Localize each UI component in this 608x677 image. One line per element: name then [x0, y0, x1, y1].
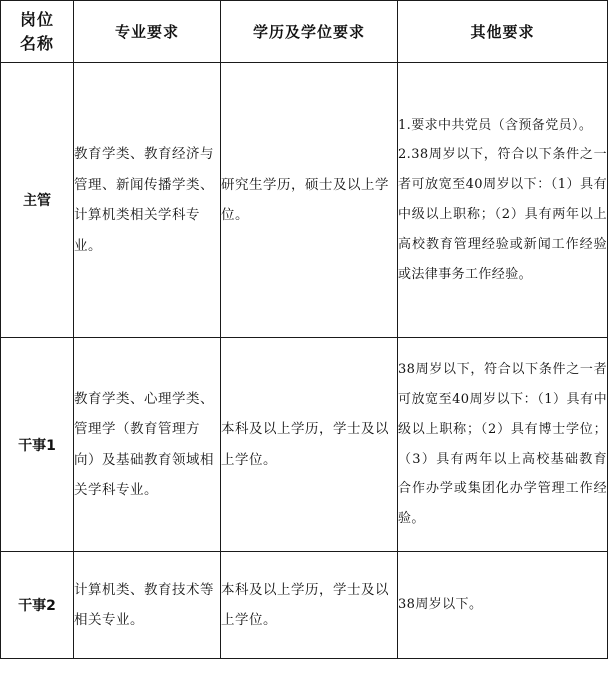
degree-requirement: 本科及以上学历，学士及以上学位。: [221, 338, 398, 552]
position-name: 干事1: [1, 338, 74, 552]
position-name: 干事2: [1, 552, 74, 659]
table-row: [1, 63, 608, 338]
table-row: [1, 338, 608, 552]
other-requirement-line: 38周岁以下，符合以下条件之一者可放宽至40周岁以下：（1）具有中级以上职称；（2）具有博士学位；（3）具有两年以上高校基础教育合作办学或集团化办学管理工作经验。: [398, 362, 607, 527]
degree-requirement: 本科及以上学历，学士及以上学位。: [221, 552, 398, 659]
other-requirement: [398, 552, 608, 659]
other-requirement-line: 1.要求中共党员（含预备党员）。: [398, 117, 593, 133]
degree-requirement: 研究生学历，硕士及以上学位。: [221, 63, 398, 338]
major-requirement: 计算机类、教育技术等相关专业。: [74, 552, 221, 659]
other-requirement-line: 38周岁以下。: [398, 597, 483, 613]
table-row: [1, 552, 608, 659]
other-requirement: [398, 338, 608, 552]
header-row: [1, 1, 608, 63]
header-other: 其他要求: [398, 1, 608, 63]
major-requirement: 教育学类、心理学类、管理学（教育管理方向）及基础教育领域相关学科专业。: [74, 338, 221, 552]
major-requirement: 教育学类、教育经济与管理、新闻传播学类、计算机类相关学科专业。: [74, 63, 221, 338]
other-requirement: [398, 63, 608, 338]
other-requirement-line: 2.38周岁以下，符合以下条件之一者可放宽至40周岁以下：（1）具有中级以上职称；（2）具有两年以上高校教育管理经验或新闻工作经验或法律事务工作经验。: [398, 147, 607, 282]
header-major: 专业要求: [74, 1, 221, 63]
position-name: 主管: [1, 63, 74, 338]
header-position: [1, 1, 74, 63]
header-position-text: 岗位名称: [19, 9, 54, 53]
header-degree: 学历及学位要求: [221, 1, 398, 63]
